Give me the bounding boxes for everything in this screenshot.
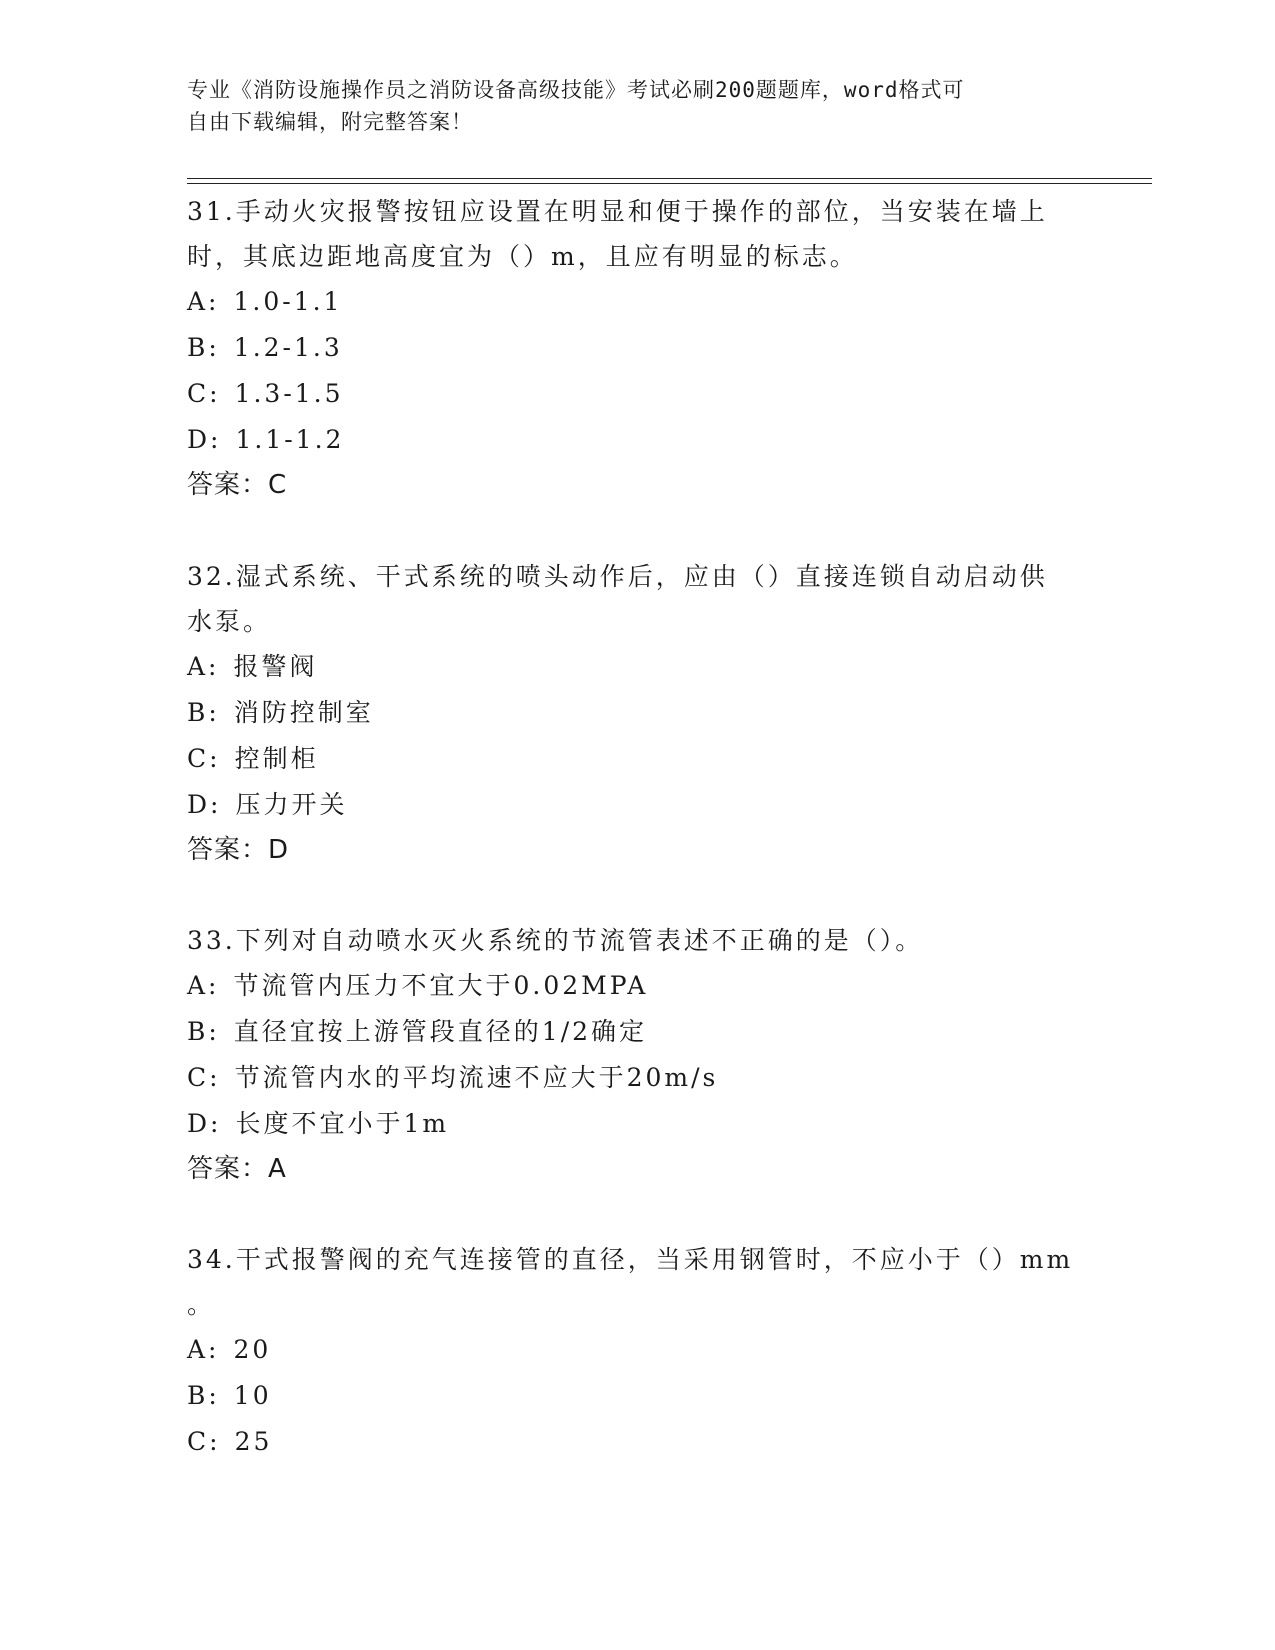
header-divider-top: [187, 178, 1152, 179]
option-d: [187, 1101, 1087, 1147]
option-text: 节流管内水的平均流速不应大于20m/s: [234, 1063, 719, 1092]
header-divider-bottom: [187, 183, 1152, 184]
option-key: D:: [187, 1109, 222, 1138]
option-d: [187, 417, 1087, 463]
option-text: 1.0-1.1: [233, 287, 343, 316]
header-line-1: 专业《消防设施操作员之消防设备高级技能》考试必刷200题题库，word格式可: [187, 78, 965, 102]
question-stem-line: 31.手动火灾报警按钮应设置在明显和便于操作的部位，当安装在墙上: [187, 197, 1048, 226]
option-b: [187, 1373, 1087, 1419]
option-key: A:: [187, 1335, 220, 1364]
question-stem-line: 水泵。: [187, 607, 272, 636]
option-text: 1.3-1.5: [234, 379, 344, 408]
question-stem-line: 33.下列对自动喷水灭火系统的节流管表述不正确的是（）。: [187, 926, 924, 955]
option-text: 压力开关: [235, 790, 348, 819]
option-text: 20: [233, 1335, 272, 1364]
option-text: 报警阀: [233, 652, 318, 681]
answer-line: 答案：D: [187, 835, 290, 865]
option-a: [187, 644, 1087, 690]
option-key: C:: [187, 379, 221, 408]
option-text: 1.1-1.2: [235, 425, 345, 454]
option-text: 消防控制室: [233, 698, 374, 727]
option-key: B:: [187, 333, 220, 362]
answer-line: 答案：A: [187, 1154, 287, 1184]
option-b: [187, 325, 1087, 371]
option-text: 1.2-1.3: [233, 333, 343, 362]
option-text: 节流管内压力不宜大于0.02MPA: [233, 971, 649, 1000]
question-32: [187, 554, 1087, 873]
option-key: D:: [187, 425, 222, 454]
question-stem-line: 。: [187, 1290, 216, 1319]
option-text: 10: [233, 1381, 272, 1410]
question-stem-line: 32.湿式系统、干式系统的喷头动作后，应由（）直接连锁自动启动供: [187, 562, 1048, 591]
question-34: [187, 1237, 1087, 1465]
header-line-2: 自由下载编辑，附完整答案！: [187, 110, 473, 134]
option-c: [187, 371, 1087, 417]
option-c: [187, 736, 1087, 782]
option-a: [187, 963, 1087, 1009]
question-stem-line: 34.干式报警阀的充气连接管的直径，当采用钢管时，不应小于（）mm: [187, 1245, 1074, 1274]
option-key: A:: [187, 287, 220, 316]
option-key: A:: [187, 971, 220, 1000]
option-text: 长度不宜小于1m: [235, 1109, 450, 1138]
option-key: D:: [187, 790, 222, 819]
option-text: 25: [234, 1427, 273, 1456]
option-c: [187, 1055, 1087, 1101]
question-31: [187, 189, 1087, 508]
answer-line: 答案：C: [187, 470, 288, 500]
option-a: [187, 1327, 1087, 1373]
option-c: [187, 1419, 1087, 1465]
option-key: B:: [187, 1381, 220, 1410]
question-33: [187, 918, 1087, 1192]
option-key: A:: [187, 652, 220, 681]
option-text: 直径宜按上游管段直径的1/2确定: [233, 1017, 648, 1046]
option-b: [187, 1009, 1087, 1055]
option-a: [187, 279, 1087, 325]
question-stem-line: 时，其底边距地高度宜为（）m，且应有明显的标志。: [187, 242, 858, 271]
option-key: C:: [187, 1063, 221, 1092]
option-d: [187, 782, 1087, 828]
option-key: C:: [187, 1427, 221, 1456]
option-b: [187, 690, 1087, 736]
option-key: B:: [187, 1017, 220, 1046]
option-key: C:: [187, 744, 221, 773]
document-header: [187, 74, 1067, 138]
option-key: B:: [187, 698, 220, 727]
option-text: 控制柜: [234, 744, 319, 773]
